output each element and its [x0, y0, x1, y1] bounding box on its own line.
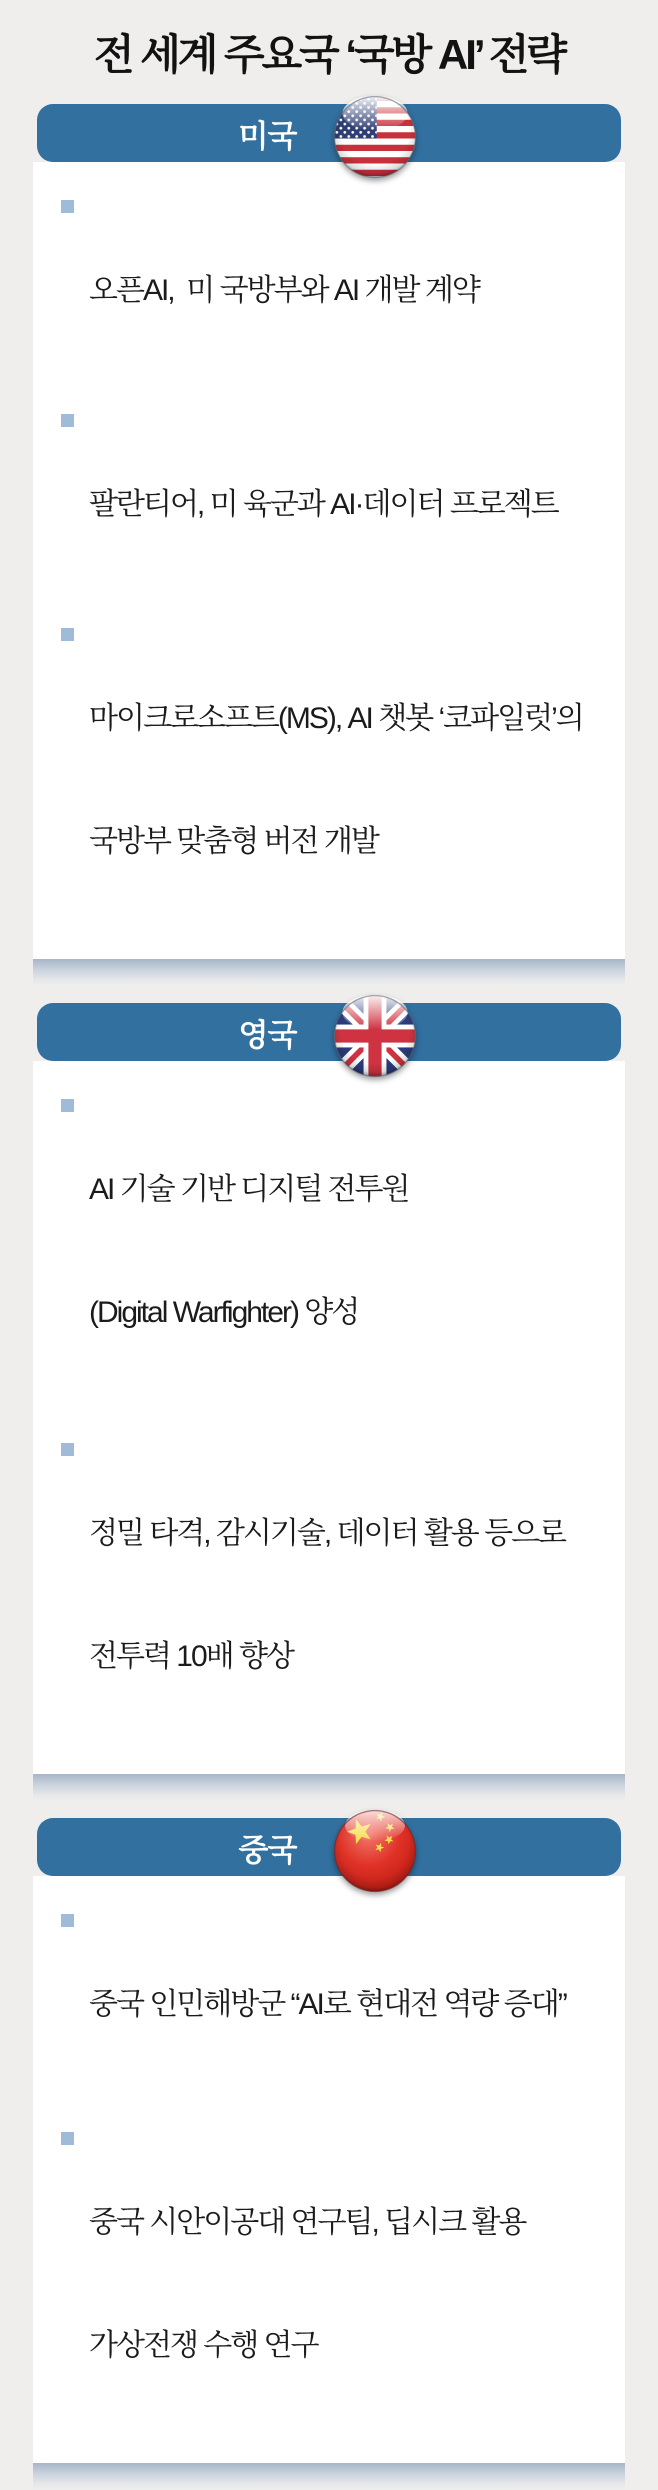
bullet-square-icon [61, 414, 74, 427]
section-body-usa [33, 162, 625, 959]
bullet-line: 전투력 10배 향상 [89, 1640, 293, 1673]
bullet-line: 중국 인민해방군 “AI로 현대전 역량 증대” [89, 1988, 566, 2021]
section-china [33, 1818, 625, 2490]
bullet-square-icon [61, 2132, 74, 2145]
section-body-uk [33, 1061, 625, 1774]
bullet-line: 정밀 타격, 감시기술, 데이터 활용 등으로 [89, 1517, 566, 1550]
bullet-item [61, 1087, 607, 1415]
bullet-line: 오픈AI, 미 국방부와 AI 개발 계약 [89, 274, 479, 307]
usa-flag-icon [331, 93, 419, 181]
bullet-item [61, 402, 607, 607]
bullet-square-icon [61, 1443, 74, 1456]
bullet-item [61, 188, 607, 393]
page-title: 전 세계 주요국 ‘국방 AI’ 전략 [93, 31, 565, 78]
section-usa [33, 104, 625, 986]
bullet-square-icon [61, 628, 74, 641]
bullet-square-icon [61, 200, 74, 213]
country-label: 중국 [238, 1832, 297, 1868]
section-uk [33, 1003, 625, 1801]
bullet-square-icon [61, 1914, 74, 1927]
section-header-uk [37, 1003, 621, 1061]
bullet-line: 국방부 맞춤형 버전 개발 [89, 825, 378, 858]
bullet-line: 마이크로소프트(MS), AI 챗봇 ‘코파일럿’의 [89, 702, 583, 735]
bullet-line: AI 기술 기반 디지털 전투원 [89, 1173, 409, 1206]
china-flag-icon [331, 1807, 419, 1895]
bullet-square-icon [61, 1099, 74, 1112]
country-label: 영국 [238, 1017, 297, 1053]
bullet-line: 중국 시안이공대 연구팀, 딥시크 활용 [89, 2206, 526, 2239]
bullet-line: 가상전쟁 수행 연구 [89, 2329, 318, 2362]
panel-bottom-shadow [33, 1774, 625, 1801]
section-header-china [37, 1818, 621, 1876]
panel-bottom-shadow [33, 959, 625, 986]
section-header-usa [37, 104, 621, 162]
bullet-line: (Digital Warfighter) 양성 [89, 1296, 359, 1329]
bullet-item [61, 1902, 607, 2107]
bullet-item [61, 2120, 607, 2448]
bullet-item [61, 616, 607, 944]
panel-bottom-shadow [33, 2463, 625, 2490]
country-label: 미국 [238, 118, 297, 154]
bullet-line: 팔란티어, 미 육군과 AI·데이터 프로젝트 [89, 488, 558, 521]
bullet-item [61, 1431, 607, 1759]
section-body-china [33, 1876, 625, 2463]
uk-flag-icon [331, 992, 419, 1080]
